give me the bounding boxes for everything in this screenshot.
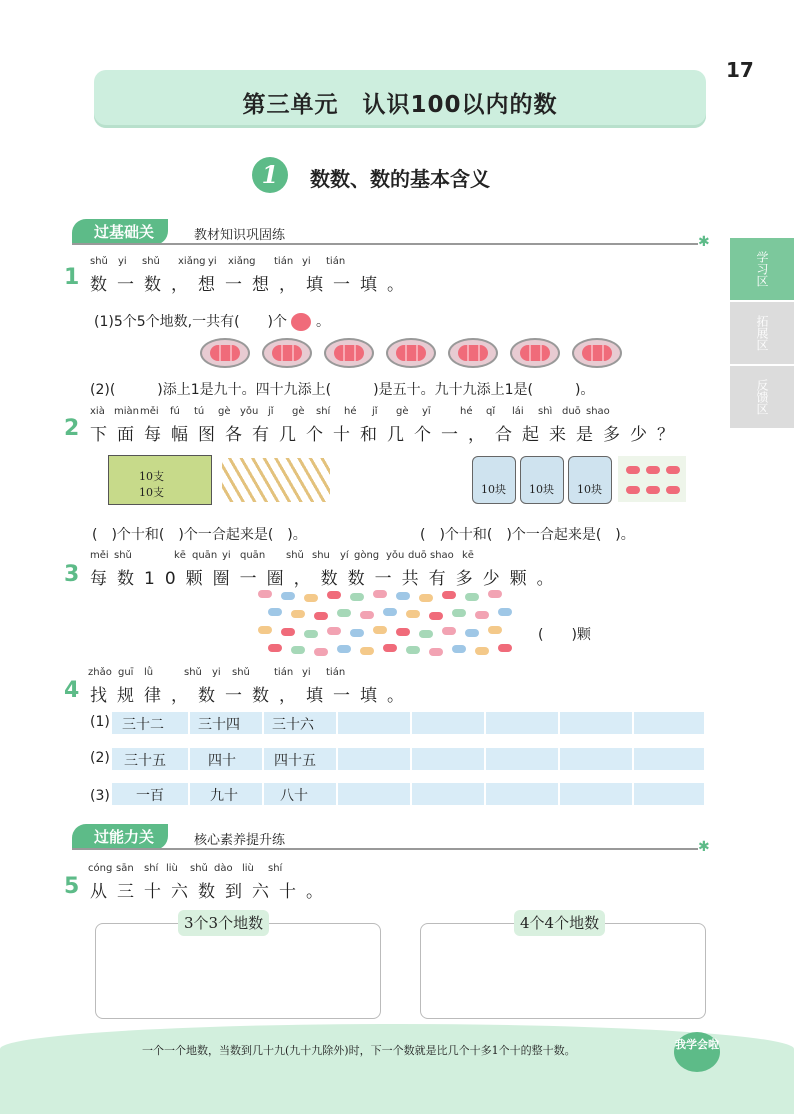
candy [396,592,410,600]
lesson-number-badge: 1 [252,157,288,193]
q2-pinyin: hé [344,406,357,417]
candy [327,627,341,635]
q5-pinyin: shǔ [190,863,208,874]
section1-tag: 过基础关 [72,219,168,245]
candy [406,646,420,654]
q3-pinyin: yǒu [386,550,405,561]
section1-rule [72,243,698,245]
seq-blank[interactable] [484,712,560,734]
lesson-title: 数数、数的基本含义 [310,167,490,191]
side-tab-expand[interactable]: 拓展区 [730,302,794,364]
candy-bag [472,456,516,504]
q1-number: 1 [64,265,80,290]
seq-blank[interactable] [558,712,634,734]
apple-basket [324,338,374,368]
q3-pinyin: gòng [354,550,380,561]
q1-pinyin: yi [208,256,217,267]
candy-bag [568,456,612,504]
candy [452,609,466,617]
q4-row2 [112,748,704,770]
q1-pinyin: xiǎng [178,256,206,267]
seq-value: 一百 [136,788,164,804]
candy-field [254,586,520,664]
section2-subtitle: 核心素养提升练 [194,833,286,848]
candy [304,594,318,602]
q2-pinyin: xià [90,406,105,417]
side-tab-feedback[interactable]: 反馈区 [730,366,794,428]
seq-value: 四十五 [274,753,316,769]
seq-cell [188,712,264,734]
q3-pinyin: shǔ [114,550,132,561]
seq-cell [112,748,190,770]
answer-box-left-title: 3个3个地数 [178,910,269,936]
section2-rule [72,848,698,850]
seq-blank[interactable] [410,748,486,770]
candy [419,594,433,602]
q2-pinyin: měi [140,406,159,417]
apple-basket [262,338,312,368]
candy [350,593,364,601]
candy [488,626,502,634]
bag-label: 10块 [481,483,506,496]
candy [268,644,282,652]
q4-pinyin: guī [118,667,134,678]
seq-cell [188,748,264,770]
q2-pinyin: jǐ [268,406,274,417]
tip-text: 一个一个地数，当数到几十九(九十九除外)时，下一个数就是比几个十多1个十的整十数。 [142,1044,576,1057]
q3-pinyin: yí [340,550,349,561]
seq-blank[interactable] [632,783,704,805]
q4-text: 找规律，数一数，填一填。 [90,686,414,706]
seq-blank[interactable] [336,748,412,770]
candy [465,629,479,637]
candy [304,630,318,638]
q5-pinyin: shí [144,863,159,874]
seq-cell [262,783,338,805]
seq-value: 三十二 [122,717,164,733]
learned-badge: 我学会啦 [674,1032,720,1072]
candy [373,626,387,634]
candy [475,647,489,655]
q4-pinyin: zhǎo [88,667,112,678]
candy [626,466,640,474]
page-number: 17 [726,58,754,82]
seq-value: 九十 [210,788,238,804]
q5-text: 从三十六数到六十。 [90,882,333,902]
q4-row3-label: (3) [90,788,110,804]
q2-pinyin: gè [218,406,231,417]
seq-blank[interactable] [336,712,412,734]
apple-icon [291,313,311,331]
seq-cell [262,712,338,734]
q4-pinyin: yi [212,667,221,678]
q1-part2: (2)( )添上1是九十。四十九添上( )是五十。九十九添上1是( )。 [90,382,595,398]
q1-pinyin: shǔ [142,256,160,267]
candy [465,593,479,601]
q3-pinyin: duō [408,550,427,561]
candy [373,590,387,598]
candy [383,644,397,652]
seq-cell [262,748,338,770]
candy [258,626,272,634]
answer-box-right[interactable] [420,923,706,1019]
q1-part1-text: (1)5个5个地数,一共有( )个 [94,314,288,330]
seq-blank[interactable] [410,712,486,734]
candy [452,645,466,653]
side-tab-study[interactable]: 学习区 [730,238,794,300]
q4-pinyin: lǜ [144,667,154,678]
candy [475,611,489,619]
candy [281,628,295,636]
candy [442,627,456,635]
seq-value: 四十 [208,753,236,769]
seq-blank[interactable] [558,783,634,805]
q1-pinyin: tián [326,256,346,267]
q2-pinyin: yī [422,406,431,417]
seq-value: 三十四 [198,717,240,733]
q3-pinyin: quān [240,550,266,561]
candy [314,612,328,620]
q1-pinyin: yi [302,256,311,267]
seq-blank[interactable] [558,748,634,770]
q3-text: 每数10颗圈一圈，数数一共有多少颗。 [90,569,564,589]
bundle-label: 10支 [139,486,164,499]
q2-pinyin: gè [292,406,305,417]
q3-pinyin: měi [90,550,109,561]
candy [327,591,341,599]
q4-pinyin: tián [326,667,346,678]
answer-box-right-title: 4个4个地数 [514,910,605,936]
q3-number: 3 [64,562,80,587]
q2-pinyin: jǐ [372,406,378,417]
candy [442,591,456,599]
seq-blank[interactable] [336,783,412,805]
apple-basket [386,338,436,368]
q5-pinyin: shí [268,863,283,874]
seq-value: 三十六 [272,717,314,733]
seq-blank[interactable] [410,783,486,805]
q1-part1-end: 。 [315,314,330,330]
q2-pinyin: miàn [114,406,139,417]
q1-pinyin: yi [118,256,127,267]
star-icon: ✱ [698,839,710,855]
candy [383,608,397,616]
q2-pinyin: gè [396,406,409,417]
loose-candies [618,456,686,502]
apple-basket [572,338,622,368]
seq-cell [188,783,264,805]
q5-number: 5 [64,874,80,899]
q5-pinyin: dào [214,863,233,874]
q2-text: 下面每幅图各有几个十和几个一，合起来是多少？ [90,425,684,445]
apple-basket [200,338,250,368]
candy [396,628,410,636]
candy [268,608,282,616]
q2-pinyin: lái [512,406,524,417]
q1-pinyin: shǔ [90,256,108,267]
q1-pinyin: xiǎng [228,256,256,267]
candy [350,629,364,637]
q4-pinyin: yi [302,667,311,678]
candy [666,486,680,494]
q4-row2-label: (2) [90,750,110,766]
stick-bundle [108,455,212,505]
candy [498,644,512,652]
candy [626,486,640,494]
candy [429,648,443,656]
section2-tag: 过能力关 [72,824,168,850]
candy [360,647,374,655]
candy [281,592,295,600]
q2-pinyin: duō [562,406,581,417]
candy [429,612,443,620]
section1-subtitle: 教材知识巩固练 [194,228,286,243]
q5-pinyin: liù [242,863,254,874]
q4-row3 [112,783,704,805]
seq-blank[interactable] [484,783,560,805]
q2-answer-left: ( )个十和( )个一合起来是( )。 [92,527,307,543]
unit-banner [94,70,706,128]
star-icon: ✱ [698,234,710,250]
candy [314,648,328,656]
q3-pinyin: shǔ [286,550,304,561]
bag-label: 10块 [529,483,554,496]
q2-pinyin: tú [194,406,205,417]
seq-cell [112,712,190,734]
q2-answer-right: ( )个十和( )个一合起来是( )。 [420,527,635,543]
candy [646,486,660,494]
candy [337,609,351,617]
candy [646,466,660,474]
apple-basket [448,338,498,368]
seq-cell [112,783,190,805]
q4-row1-label: (1) [90,714,110,730]
q3-pinyin: kē [462,550,474,561]
q2-pinyin: hé [460,406,473,417]
apple-basket [510,338,560,368]
q3-answer: ( )颗 [538,627,591,643]
bundle-label: 10支 [139,470,164,483]
q4-row1 [112,712,704,734]
q2-pinyin: shì [538,406,553,417]
seq-blank[interactable] [484,748,560,770]
q4-pinyin: shǔ [184,667,202,678]
q3-pinyin: kē [174,550,186,561]
q4-number: 4 [64,678,80,703]
q2-pinyin: qǐ [486,406,496,417]
seq-blank[interactable] [632,748,704,770]
loose-sticks [222,458,330,502]
seq-value: 三十五 [124,753,166,769]
q2-pinyin: shí [316,406,331,417]
answer-box-left[interactable] [95,923,381,1019]
candy [291,610,305,618]
unit-title: 第三单元 认识100以内的数 [242,92,558,118]
candy [406,610,420,618]
candy [337,645,351,653]
q4-pinyin: tián [274,667,294,678]
candy-bag [520,456,564,504]
q3-pinyin: yi [222,550,231,561]
seq-blank[interactable] [632,712,704,734]
q3-pinyin: shu [312,550,330,561]
candy [419,630,433,638]
q5-pinyin: cóng [88,863,113,874]
q3-pinyin: quān [192,550,218,561]
candy [360,611,374,619]
q2-number: 2 [64,416,80,441]
q5-pinyin: liù [166,863,178,874]
seq-value: 八十 [280,788,308,804]
q2-pinyin: fú [170,406,180,417]
candy [498,608,512,616]
q1-part1 [94,311,330,331]
candy [258,590,272,598]
q1-text: 数一数，想一想，填一填。 [90,275,414,295]
candy [291,646,305,654]
candy [488,590,502,598]
bag-label: 10块 [577,483,602,496]
q1-pinyin: tián [274,256,294,267]
q3-pinyin: shao [430,550,454,561]
q4-pinyin: shǔ [232,667,250,678]
candy [666,466,680,474]
q2-pinyin: shao [586,406,610,417]
q5-pinyin: sān [116,863,134,874]
q2-pinyin: yǒu [240,406,259,417]
